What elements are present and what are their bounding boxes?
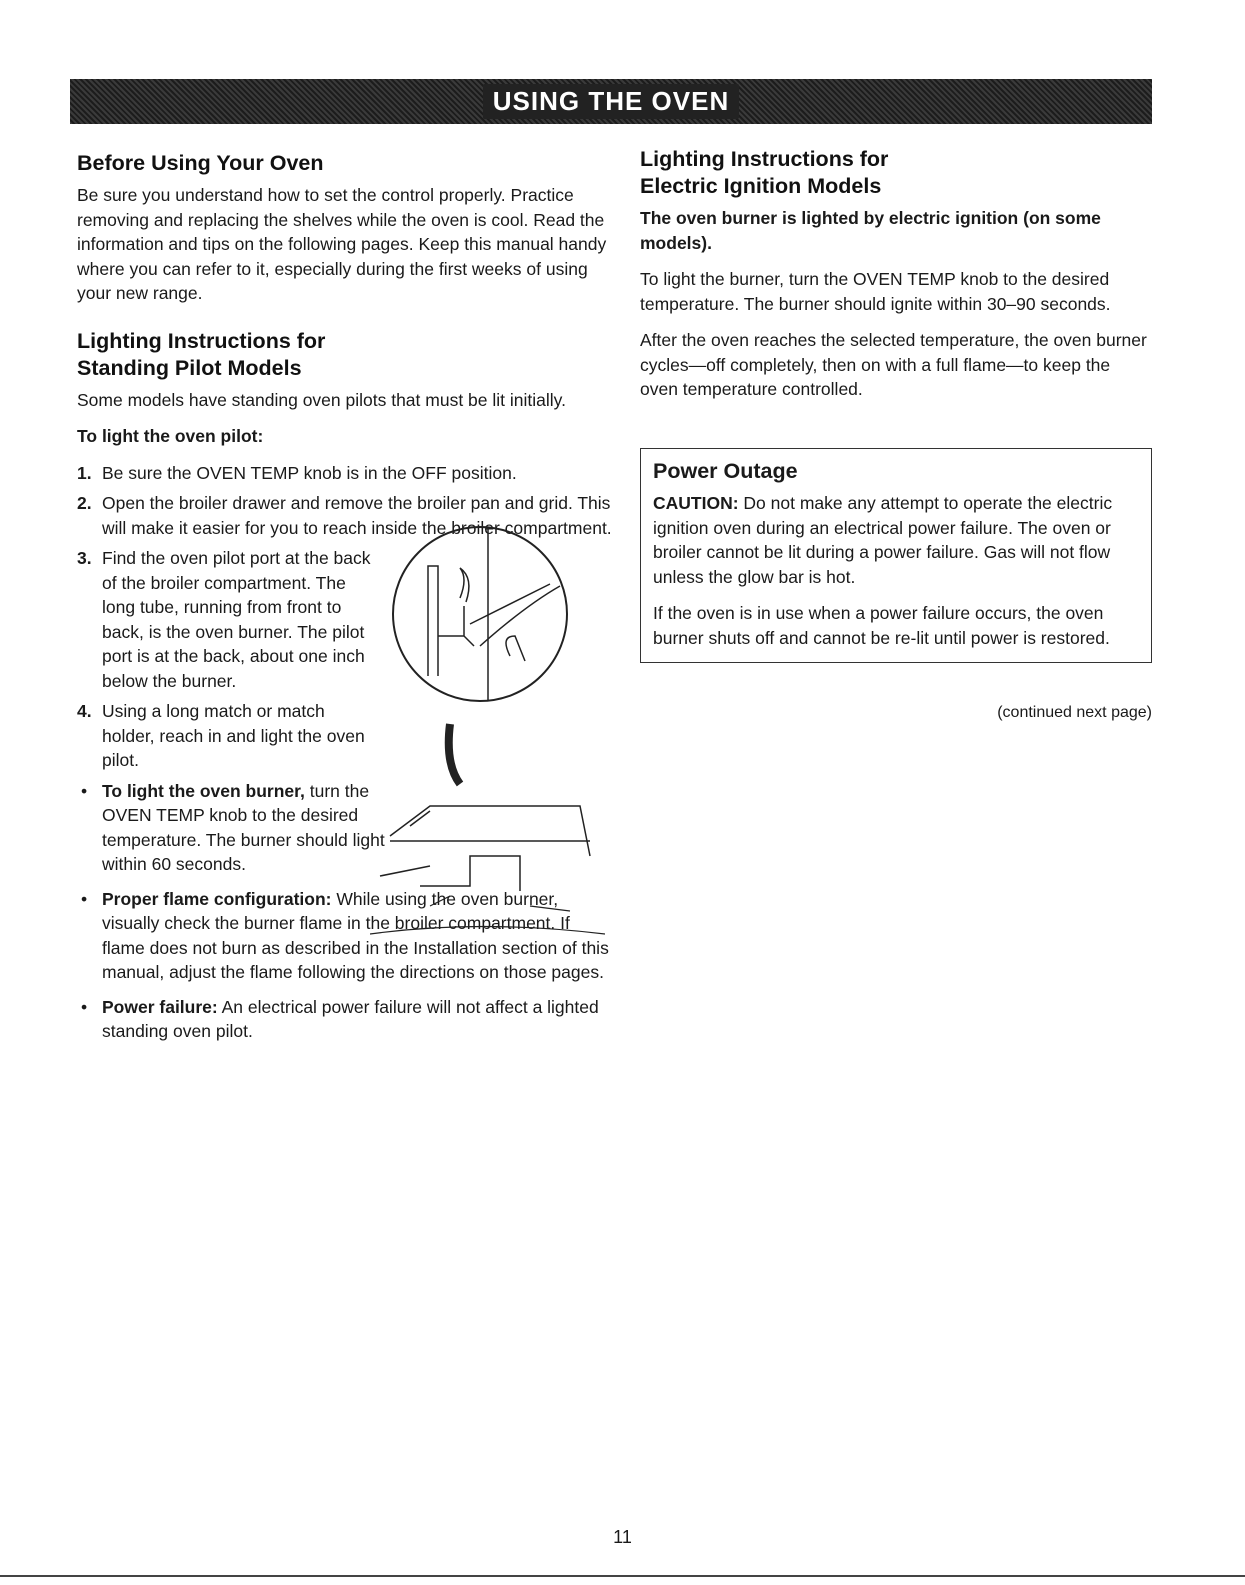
continued-note: (continued next page): [997, 704, 1152, 721]
power-outage-box: [640, 448, 1152, 664]
step-text: Be sure the OVEN TEMP knob is in the OFF position.: [102, 462, 517, 483]
standing-heading-line2: Standing Pilot Models: [77, 355, 302, 380]
step-item: [77, 546, 382, 693]
caution-label: CAUTION:: [653, 493, 739, 513]
bullet-icon: •: [81, 780, 88, 801]
bullet-item: [77, 779, 392, 877]
page-number: 11: [613, 1527, 632, 1547]
step-number: 3.: [77, 548, 92, 568]
electric-heading-line1: Lighting Instructions for: [640, 147, 889, 171]
electric-para-1: To light the burner, turn the OVEN TEMP knob to the desired temperature. The burner should ignite within 30–90 seconds.: [640, 269, 1111, 314]
electric-heading: [640, 146, 1152, 200]
electric-heading-line2: Electric Ignition Models: [640, 174, 882, 198]
pilot-subheading: To light the oven pilot:: [77, 426, 264, 446]
step-text: Open the broiler drawer and remove the broiler pan and grid. This will make it easier for you to reach inside the broiler compartment.: [102, 493, 612, 538]
right-column: [640, 146, 1152, 726]
standing-heading-line1: Lighting Instructions for: [77, 328, 326, 353]
electric-para-2: After the oven reaches the selected temperature, the oven burner cycles—off completely, then on with a full flame—to keep the oven temperature controlled.: [640, 330, 1147, 399]
bullet-text: While using the oven burner, visually check the burner flame in the broiler compartment. If flame does not burn as described in the Installation section of this manual, adjust the flame following the directions on those pages.: [102, 888, 609, 982]
section-banner: [70, 79, 1152, 124]
bullet-item: [77, 995, 617, 1044]
section-title: USING THE OVEN: [483, 84, 739, 119]
step-text: Find the oven pilot port at the back of the broiler compartment. The long tube, running from front to back, is the oven burner. The pilot port is at the back, about one inch below the burner.: [102, 548, 371, 691]
bullet-label: Power failure:: [102, 996, 218, 1017]
oven-pilot-illustration: [370, 486, 605, 946]
bullet-label: To light the oven burner,: [102, 780, 305, 801]
step-number: 2.: [77, 493, 92, 513]
caution-text: Do not make any attempt to operate the electric ignition oven during an electrical power failure. The oven or broiler cannot be lit during a power failure. Gas will not flow unless the glow bar is hot.: [653, 493, 1113, 587]
bullet-label: Proper flame configuration:: [102, 888, 332, 909]
bottom-rule: [0, 1575, 1245, 1577]
standing-body: Some models have standing oven pilots that must be lit initially.: [77, 389, 566, 410]
step-item: [77, 461, 617, 486]
step-item: [77, 699, 382, 773]
caution-paragraph: [653, 491, 1137, 589]
before-body: Be sure you understand how to set the control properly. Practice removing and replacing the shelves while the oven is cool. Read the information and tips on the following pages. Keep this manual handy where you can refer to it, especially during the first weeks of using your new range.: [77, 185, 607, 303]
bullet-text: turn the OVEN TEMP knob to the desired temperature. The burner should light within 60 seconds.: [102, 780, 385, 874]
bullet-icon: •: [81, 996, 88, 1017]
bullet-text: An electrical power failure will not affect a lighted standing oven pilot.: [102, 996, 599, 1041]
power-outage-heading: Power Outage: [653, 458, 798, 483]
before-heading: Before Using Your Oven: [77, 151, 324, 175]
step-number: 1.: [77, 462, 92, 483]
step-text: Using a long match or match holder, reach in and light the oven pilot.: [102, 701, 365, 770]
bullet-icon: •: [81, 888, 88, 909]
electric-subheading: The oven burner is lighted by electric ignition (on some models).: [640, 208, 1101, 253]
step-number: 4.: [77, 701, 92, 721]
outage-paragraph: If the oven is in use when a power failure occurs, the oven burner shuts off and cannot be re-lit until power is restored.: [653, 603, 1110, 648]
standing-heading: [77, 328, 617, 382]
